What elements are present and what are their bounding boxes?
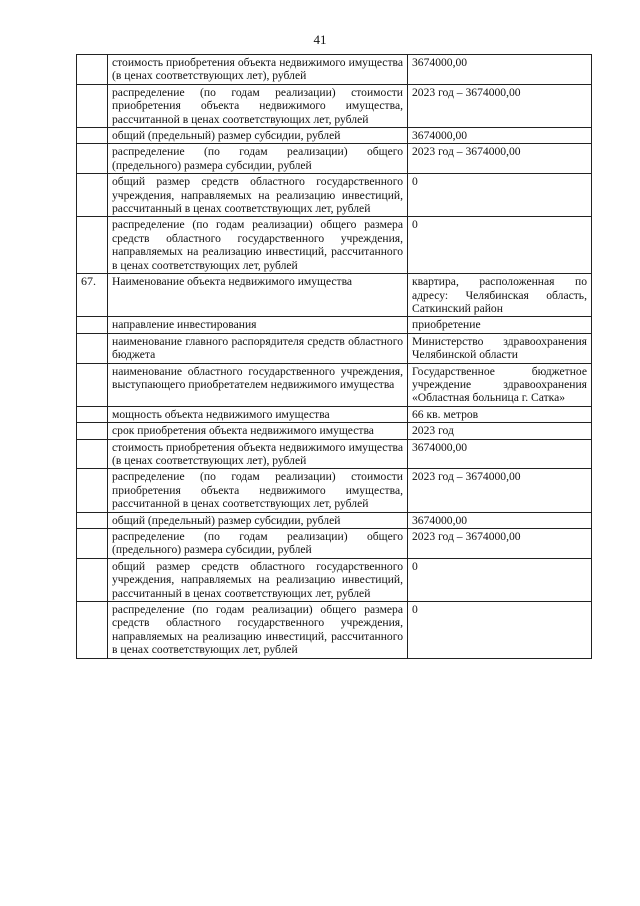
row-label: распределение (по годам реализации) стоимости приобретения объекта недвижимого имущества, рассчитанной в ценах соответствующих лет, рублей [108,84,408,127]
row-label: наименование областного государственного учреждения, выступающего приобретателем недвижимого имущества [108,363,408,406]
table-row [77,558,592,601]
table-row [77,144,592,174]
row-label: распределение (по годам реализации) общего (предельного) размера субсидии, рублей [108,144,408,174]
row-value: 2023 год [408,423,592,439]
page-number: 41 [313,32,327,47]
row-number [77,423,108,439]
row-label: распределение (по годам реализации) общего размера средств областного государственного учреждения, направляемых на реализацию инвестиций, рассчитанного в ценах соответствующих лет, рублей [108,217,408,274]
row-number [77,217,108,274]
table-row [77,363,592,406]
table-row [77,317,592,333]
row-label: стоимость приобретения объекта недвижимого имущества (в ценах соответствующих лет), рублей [108,439,408,469]
row-value: 3674000,00 [408,55,592,85]
row-label: Наименование объекта недвижимого имущества [108,274,408,317]
row-value: 2023 год – 3674000,00 [408,469,592,512]
row-label: распределение (по годам реализации) стоимости приобретения объекта недвижимого имущества, рассчитанной в ценах соответствующих лет, рублей [108,469,408,512]
row-number [77,128,108,144]
investment-table [76,54,592,659]
row-number [77,439,108,469]
row-value: приобретение [408,317,592,333]
row-label: срок приобретения объекта недвижимого имущества [108,423,408,439]
row-number [77,529,108,559]
row-value: 0 [408,217,592,274]
row-value: 3674000,00 [408,512,592,528]
row-value: 3674000,00 [408,128,592,144]
table-row [77,529,592,559]
row-number [77,55,108,85]
row-value: 0 [408,174,592,217]
table-row [77,217,592,274]
table-row [77,333,592,363]
row-number [77,174,108,217]
table-row [77,423,592,439]
row-value: 2023 год – 3674000,00 [408,144,592,174]
table-row [77,602,592,659]
row-value: 3674000,00 [408,439,592,469]
row-value: квартира, расположенная по адресу: Челябинская область, Саткинский район [408,274,592,317]
row-number [77,558,108,601]
row-label: распределение (по годам реализации) общего (предельного) размера субсидии, рублей [108,529,408,559]
row-value: 2023 год – 3674000,00 [408,84,592,127]
row-number: 67. [77,274,108,317]
row-value: 2023 год – 3674000,00 [408,529,592,559]
table-row [77,274,592,317]
row-number [77,333,108,363]
row-number [77,602,108,659]
row-label: общий (предельный) размер субсидии, рублей [108,128,408,144]
row-label: стоимость приобретения объекта недвижимого имущества (в ценах соответствующих лет), рублей [108,55,408,85]
row-label: общий (предельный) размер субсидии, рублей [108,512,408,528]
row-number [77,406,108,422]
row-label: общий размер средств областного государственного учреждения, направляемых на реализацию инвестиций, рассчитанный в ценах соответствующих лет, рублей [108,558,408,601]
row-number [77,317,108,333]
table-row [77,406,592,422]
row-label: наименование главного распорядителя средств областного бюджета [108,333,408,363]
row-value: Государственное бюджетное учреждение здравоохранения «Областная больница г. Сатка» [408,363,592,406]
table-row [77,439,592,469]
table-row [77,174,592,217]
row-value: Министерство здравоохранения Челябинской области [408,333,592,363]
table-row [77,512,592,528]
row-value: 0 [408,602,592,659]
row-label: общий размер средств областного государственного учреждения, направляемых на реализацию инвестиций, рассчитанный в ценах соответствующих лет, рублей [108,174,408,217]
row-label: мощность объекта недвижимого имущества [108,406,408,422]
row-number [77,469,108,512]
row-value: 66 кв. метров [408,406,592,422]
row-number [77,363,108,406]
row-number [77,512,108,528]
row-label: распределение (по годам реализации) общего размера средств областного государственного учреждения, направляемых на реализацию инвестиций, рассчитанного в ценах соответствующих лет, рублей [108,602,408,659]
row-number [77,84,108,127]
table-row [77,128,592,144]
row-label: направление инвестирования [108,317,408,333]
table-row [77,84,592,127]
table-row [77,55,592,85]
row-number [77,144,108,174]
row-value: 0 [408,558,592,601]
table-row [77,469,592,512]
